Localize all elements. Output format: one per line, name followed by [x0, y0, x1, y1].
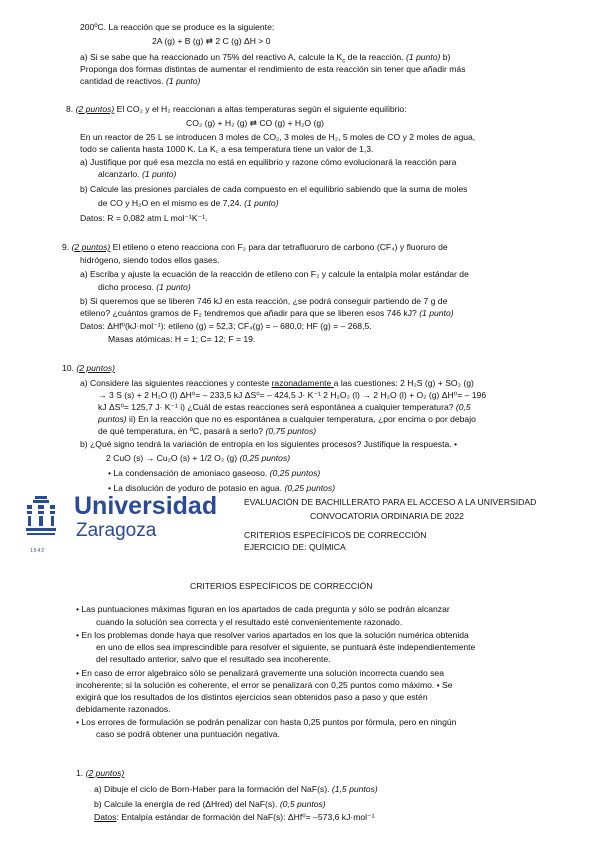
q10-title: 10. (2 puntos): [62, 363, 116, 373]
university-logo-year: 1542: [30, 548, 46, 554]
q7-equation: 2A (g) + B (g) ⇄ 2 C (g) ΔH > 0: [152, 36, 271, 46]
university-crest-icon: [26, 494, 56, 550]
q9-part-b: b) Si queremos que se liberen 746 kJ en esta reacción, ¿se podrá conseguir partiendo de 7 g de: [80, 296, 448, 306]
q8-equation: CO₂ (g) + H₂ (g) ⇄ CO (g) + H₂O (g): [186, 118, 325, 128]
header-criterios: CRITERIOS ESPECÍFICOS DE CORRECCIÓN: [244, 530, 427, 540]
q8-part-a: a) Justifique por qué esa mezcla no está en equilibrio y razone cómo evolucionará la reacción para: [80, 157, 457, 167]
criterio-4-cont: caso se podrá obtener una puntuación negativa.: [96, 729, 280, 739]
q8-part-b-cont: de CO y H₂O en el mismo es de 7,24. (1 punto): [98, 198, 279, 208]
q10-part-b: b) ¿Qué signo tendrá la variación de entropía en los siguientes procesos? Justifique la respuesta. •: [80, 439, 458, 449]
q8-part-a-cont: alcanzarlo. (1 punto): [98, 169, 177, 179]
header-convocatoria: CONVOCATORIA ORDINARIA DE 2022: [310, 511, 464, 521]
criterio-2: • En los problemas donde haya que resolver varios apartados en los que la solución numérica obtenida: [76, 630, 469, 640]
s1-datos: Datos: Entalpía estándar de formación del NaF(s): ΔHf⁰= –573,6 kJ·mol⁻¹: [94, 812, 375, 822]
q7-intro: 200ºC. La reacción que se produce es la siguiente:: [80, 22, 275, 32]
q9-part-a-cont: dicho proceso. (1 punto): [98, 282, 191, 292]
q7-part-b-cont: cantidad de reactivos. (1 punto): [80, 76, 201, 86]
header-ejercicio: EJERCICIO DE: QUÍMICA: [244, 542, 346, 552]
q9-title: 9. (2 puntos) El etileno o eteno reacciona con F₂ para dar tetrafluoruro de carbono (CF₄) y fluoruro de: [62, 242, 448, 252]
q10-part-b-1: 2 CuO (s) → Cu₂O (s) + 1/2 O₂ (g) (0,25 puntos): [106, 453, 291, 463]
q10-part-a-5: de qué temperatura, en ºC, pasará a serlo? (0,75 puntos): [98, 426, 317, 436]
university-logo-name: Universidad: [74, 492, 218, 520]
header-exam-title: EVALUACIÓN DE BACHILLERATO PARA EL ACCESO A LA UNIVERSIDAD: [244, 497, 537, 507]
criterio-3: • En caso de error algebraico sólo se penalizará gravemente una solución incorrecta cuando sea: [76, 668, 444, 678]
q10-part-a: a) Considere las siguientes reacciones y conteste razonadamente a las cuestiones: 2 H₂S (g) + SO₂ (g): [80, 378, 474, 388]
q8-part-b: b) Calcule las presiones parciales de cada compuesto en el equilibrio sabiendo que la suma de moles: [80, 184, 468, 194]
s1-part-b: b) Calcule la energía de red (ΔHred) del NaF(s). (0,5 puntos): [94, 799, 326, 809]
q8-datos: Datos: R = 0,082 atm L mol⁻¹K⁻¹.: [80, 213, 208, 223]
q9-title-cont: hidrógeno, siendo todos ellos gases.: [80, 255, 220, 265]
q8-statement-2: todo se calienta hasta 1000 K. La K꜀ a esa temperatura tiene un valor de 1,3.: [80, 144, 374, 154]
criterio-2-cont-2: del resultado anterior, salvo que el resultado sea incoherente.: [96, 654, 331, 664]
criterio-2-cont: en uno de ellos sea imprescindible para resolver el siguiente, se puntuará éste independientemente: [96, 642, 476, 652]
q10-part-b-3: • La disolución de yoduro de potasio en agua. (0,25 puntos): [108, 483, 336, 493]
q7-part-b: Proponga dos formas distintas de aumentar el rendimiento de esta reacción sin tener que añadir más: [80, 64, 466, 74]
criterio-3-cont-2: exigirá que los resultados de los distintos ejercicios sean obtenidos paso a paso y que estén: [76, 692, 428, 702]
criterio-1: • Las puntuaciones máximas figuran en los apartados de cada pregunta y sólo se podrán alcanzar: [76, 604, 450, 614]
q10-part-a-4: puntos) ii) En la reacción que no es espontánea a cualquier temperatura, ¿por encima o por debajo: [98, 414, 476, 424]
criterio-3-cont-3: debidamente razonados.: [76, 704, 171, 714]
criterio-3-cont: incoherente; si la solución es coherente, el error se penalizará con 0,25 puntos como máximo. • Se: [76, 680, 453, 690]
q7-part-a: a) Si se sabe que ha reaccionado un 75% del reactivo A, calcule la $K_c$ de la reacción. (1 punto) b): [80, 52, 451, 65]
q10-part-a-2: → 3 S (s) + 2 H₂O (l) ΔH⁰= – 233,5 kJ ΔS⁰= – 424,5 J· K⁻¹ 2 H₂O₂ (l) → 2 H₂O (l) + O₂ (g) ΔH⁰= – 196: [98, 390, 487, 400]
q10-part-a-3: kJ ΔS⁰= 125,7 J· K⁻¹ i) ¿Cuál de estas reacciones será espontánea a cualquier temperatura? (0,5: [98, 402, 471, 412]
q9-datos: Datos: ΔHf⁰(kJ·mol⁻¹): etileno (g) = 52,3; CF₄(g) = – 680,0; HF (g) = – 268,5.: [80, 321, 372, 331]
s1-part-a: a) Dibuje el ciclo de Born-Haber para la formación del NaF(s). (1,5 puntos): [94, 784, 378, 794]
q8-statement: En un reactor de 25 L se introducen 3 moles de CO₂, 3 moles de H₂, 5 moles de CO y 2 moles de agua,: [80, 132, 476, 142]
criterio-4: • Los errores de formulación se podrán penalizar con hasta 0,25 puntos por fórmula, pero en ningún: [76, 717, 457, 727]
criterios-title: CRITERIOS ESPECÍFICOS DE CORRECCIÓN: [190, 581, 373, 591]
q9-part-a: a) Escriba y ajuste la ecuación de la reacción de etileno con F₂ y calcule la entalpía molar estándar de: [80, 269, 469, 279]
q9-masas: Masas atómicas: H = 1; C= 12; F = 19.: [108, 334, 256, 344]
university-logo-city: Zaragoza: [76, 520, 157, 541]
q8-title: 8. (2 puntos) El CO₂ y el H₂ reaccionan a altas temperaturas según el siguiente equilibrio:: [66, 104, 407, 114]
criterio-1-cont: cuando la solución sea correcta y el resultado esté convenientemente razonado.: [96, 617, 403, 627]
s1-title: 1. (2 puntos): [76, 768, 125, 778]
q9-part-b-cont: etileno? ¿cuántos gramos de F₂ tendremos que añadir para que se liberen esos 746 kJ? (1 punto): [80, 308, 454, 318]
q10-part-b-2: • La condensación de amoniaco gaseoso. (0,25 puntos): [108, 468, 321, 478]
